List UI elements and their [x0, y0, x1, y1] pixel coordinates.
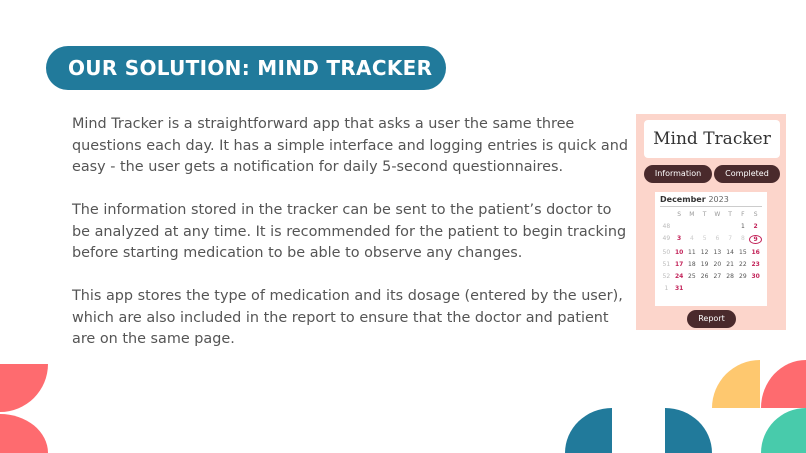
calendar-day[interactable]: 19	[700, 261, 709, 268]
calendar-day[interactable]: 6	[715, 235, 720, 242]
calendar-day[interactable]	[686, 285, 699, 292]
calendar-day[interactable]: 2	[753, 223, 758, 230]
decorative-shape	[565, 408, 612, 453]
calendar-day[interactable]: 4	[689, 235, 694, 242]
calendar-day[interactable]: 16	[751, 249, 760, 256]
slide-body	[72, 114, 632, 372]
weekday-header: W	[714, 211, 721, 218]
calendar-day[interactable]	[698, 223, 711, 230]
calendar-day[interactable]	[698, 285, 711, 292]
week-number: 51	[662, 261, 671, 268]
paragraph: This app stores the type of medication and its dosage (entered by the user), which are also included in the report to ensure that the doctor and patient are on the same page.	[72, 288, 623, 347]
calendar-day[interactable]: 9	[749, 235, 762, 244]
calendar-day[interactable]: 20	[713, 261, 722, 268]
weekday-header: S	[753, 211, 758, 218]
weekday-header	[660, 211, 673, 218]
calendar-day[interactable]	[737, 285, 750, 292]
decorative-shape	[0, 414, 48, 453]
calendar-day[interactable]: 11	[688, 249, 696, 256]
calendar-day[interactable]: 5	[702, 235, 707, 242]
week-number: 50	[662, 249, 671, 256]
calendar-day[interactable]: 26	[700, 273, 709, 280]
calendar-day[interactable]: 30	[751, 273, 760, 280]
app-title: Mind Tracker	[644, 120, 780, 158]
decorative-shape	[761, 360, 806, 408]
decorative-shape	[665, 408, 712, 453]
calendar-day[interactable]: 15	[739, 249, 747, 256]
calendar-day[interactable]	[711, 285, 724, 292]
calendar-day[interactable]: 28	[726, 273, 734, 280]
calendar-day[interactable]	[686, 223, 699, 230]
decorative-shape	[761, 408, 806, 453]
week-number: 52	[662, 273, 671, 280]
weekday-header: T	[728, 211, 732, 218]
calendar-day[interactable]: 7	[728, 235, 733, 242]
calendar-day[interactable]	[724, 285, 737, 292]
calendar-day[interactable]: 12	[700, 249, 709, 256]
weekday-header: F	[741, 211, 745, 218]
calendar-day[interactable]: 13	[713, 249, 722, 256]
calendar-day[interactable]: 14	[726, 249, 734, 256]
calendar-day[interactable]	[749, 285, 762, 292]
calendar-day[interactable]: 10	[674, 249, 684, 256]
calendar-day[interactable]: 17	[674, 261, 684, 268]
calendar-grid	[660, 211, 762, 292]
calendar-day[interactable]	[673, 223, 686, 230]
weekday-header: S	[677, 211, 682, 218]
information-button[interactable]: Information	[644, 165, 712, 183]
calendar-day[interactable]: 8	[740, 235, 745, 242]
calendar-day[interactable]: 22	[739, 261, 747, 268]
completed-button[interactable]: Completed	[714, 165, 780, 183]
decorative-shape	[712, 360, 760, 408]
calendar-day[interactable]	[724, 223, 737, 230]
calendar-day[interactable]: 25	[688, 273, 696, 280]
week-number: 1	[664, 285, 669, 292]
week-number: 49	[662, 235, 671, 242]
weekday-header: T	[702, 211, 707, 218]
calendar-header: December 2023	[660, 195, 762, 207]
week-number: 48	[662, 223, 671, 230]
calendar-day[interactable]: 24	[674, 273, 684, 280]
calendar-day[interactable]: 18	[688, 261, 696, 268]
weekday-header: M	[689, 211, 695, 218]
calendar-day[interactable]: 21	[726, 261, 734, 268]
calendar-day[interactable]: 29	[739, 273, 747, 280]
slide-title: OUR SOLUTION: MIND TRACKER	[46, 46, 446, 90]
calendar	[655, 192, 767, 306]
calendar-day[interactable]	[711, 223, 724, 230]
app-mockup	[636, 114, 786, 330]
paragraph: Mind Tracker is a straightforward app that asks a user the same three questions each day. It has a simple interface and logging entries is quick and easy - the user gets a notification for daily 5-second questionnaires.	[72, 116, 629, 175]
calendar-day[interactable]: 3	[677, 235, 682, 242]
calendar-day[interactable]: 1	[740, 223, 745, 230]
report-button[interactable]: Report	[687, 310, 736, 328]
calendar-day[interactable]: 23	[751, 261, 760, 268]
paragraph: The information stored in the tracker can be sent to the patient’s doctor to be analyzed at any time. It is recommended for the patient to begin tracking before starting medication to be able to observe any changes.	[72, 202, 627, 261]
calendar-day[interactable]: 27	[713, 273, 722, 280]
decorative-shape	[0, 364, 48, 412]
calendar-day[interactable]: 31	[674, 285, 684, 292]
